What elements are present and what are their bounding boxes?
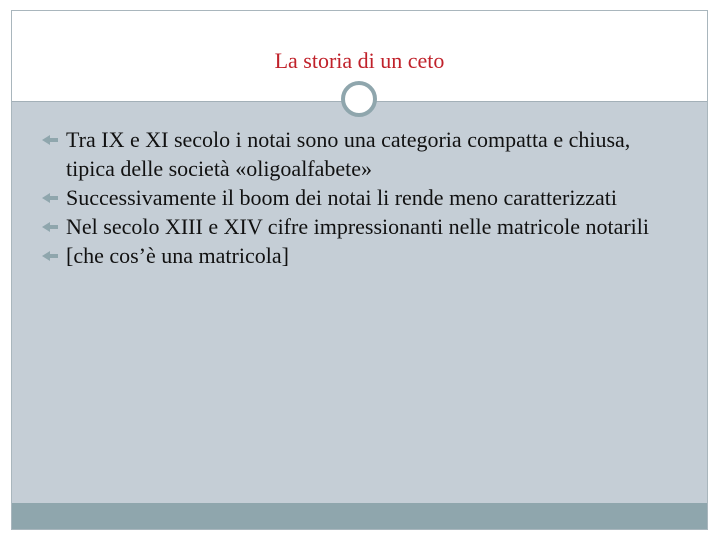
arrow-bullet-icon (41, 134, 59, 146)
bullet-text: Tra IX e XI secolo i notai sono una categoria compatta e chiusa, tipica delle società «oligoalfabete» (66, 127, 631, 181)
arrow-bullet-icon (41, 221, 59, 233)
arrow-bullet-icon (41, 192, 59, 204)
arrow-bullet-icon (41, 250, 59, 262)
bullet-item (41, 241, 681, 270)
bullet-text: Nel secolo XIII e XIV cifre impressionanti nelle matricole notarili (66, 214, 649, 239)
bullet-item (41, 183, 681, 212)
bullet-item (41, 125, 681, 183)
slide (11, 10, 708, 530)
bullet-text: [che cos’è una matricola] (66, 243, 289, 268)
circle-ornament-icon (341, 81, 377, 117)
bottom-accent-bar (12, 503, 707, 530)
bullet-item (41, 212, 681, 241)
bullet-text: Successivamente il boom dei notai li rende meno caratterizzati (66, 185, 618, 210)
bullet-list (41, 125, 681, 270)
slide-title: La storia di un ceto (274, 48, 445, 73)
